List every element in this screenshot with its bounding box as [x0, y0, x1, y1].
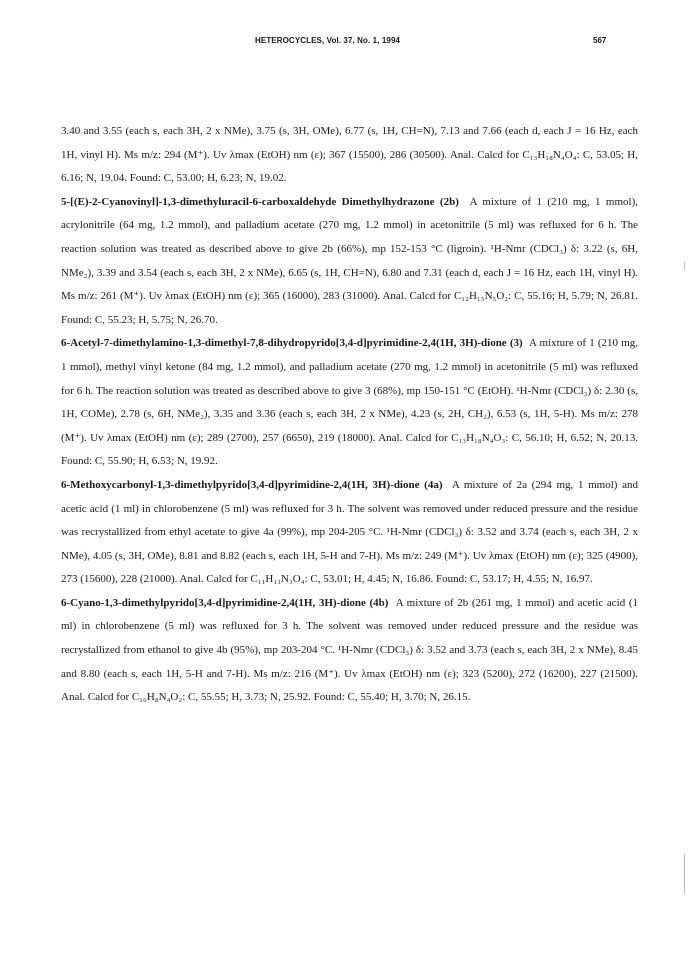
compound-heading: 5-[(E)-2-Cyanovinyl]-1,3-dimethyluracil-6-carboxaldehyde Dimethylhydrazone (2b) [61, 195, 459, 208]
scan-edge-mark [684, 262, 685, 270]
paragraph-body: A mixture of 2a (294 mg, 1 mmol) and acetic acid (1 ml) in chlorobenzene (5 ml) was refluxed for 3 h. The solvent was removed under reduced pressure and the residue was recrystallized from ethyl acetate to give 4a (99%), mp 204-205 °C. ¹H-Nmr (CDCl₃) δ: 3.52 and 3.74 (each s, each 3H, 2 x NMe), 4.05 (s, 3H, OMe), 8.81 and 8.82 (each s, each 1H, 5-H and 7-H). Ms m/z: 249 (M⁺). Uv λmax (EtOH) nm (ε); 325 (4900), 273 (15600), 228 (21000). Anal. Calcd for C₁₁H₁₁N₃O₄: C, 53.01; H, 4.45; N, 16.86. Found: C, 53.17; H, 4.55; N, 16.97. [61, 478, 638, 586]
paragraph-2a-data [61, 120, 638, 191]
paragraph-body: A mixture of 1 (210 mg, 1 mmol), acrylonitrile (64 mg, 1.2 mmol), and palladium acetate (270 mg, 1.2 mmol) in acetonitrile (5 ml) was refluxed for 6 h. The reaction solution was treated as described above to give 2b (66%), mp 152-153 °C (ligroin). ¹H-Nmr (CDCl₃) δ: 3.22 (s, 6H, NMe₂), 3.39 and 3.54 (each s, each 3H, 2 x NMe), 6.65 (s, 1H, CH=N), 6.80 and 7.31 (each d, each J = 16 Hz, each 1H, vinyl H). Ms m/z: 261 (M⁺). Uv λmax (EtOH) nm (ε); 365 (16000), 283 (31000). Anal. Calcd for C₁₂H₁₅N₅O₂: C, 55.16; H, 5.79; N, 26.81. Found: C, 55.23; H, 5.75; N, 26.70. [61, 195, 638, 326]
experimental-section [61, 120, 638, 710]
paragraph-compound-2b [61, 191, 638, 333]
compound-heading: 6-Methoxycarbonyl-1,3-dimethylpyrido[3,4-d]pyrimidine-2,4(1H, 3H)-dione (4a) [61, 478, 443, 491]
paragraph-body: 3.40 and 3.55 (each s, each 3H, 2 x NMe), 3.75 (s, 3H, OMe), 6.77 (s, 1H, CH=N), 7.13 and 7.66 (each d, each J = 16 Hz, each 1H, vinyl H). Ms m/z: 294 (M⁺). Uv λmax (EtOH) nm (ε); 367 (15500), 286 (30500). Anal. Calcd for C₁₃H₁₈N₄O₄: C, 53.05; H, 6.16; N, 19.04. Found: C, 53.00; H, 6.23; N, 19.02. [61, 125, 638, 185]
running-header: HETEROCYCLES, Vol. 37, No. 1, 1994 [255, 36, 401, 45]
paragraph-body: A mixture of 2b (261 mg, 1 mmol) and acetic acid (1 ml) in chlorobenzene (5 ml) was refluxed for 3 h. The solvent was removed under reduced pressure and the residue was recrystallized from ethanol to give 4b (95%), mp 203-204 °C. ¹H-Nmr (CDCl₃) δ: 3.52 and 3.73 (each s, each 3H, 2 x NMe), 8.45 and 8.80 (each s, each 1H, 5-H and 7-H). Ms m/z: 216 (M⁺). Uv λmax (EtOH) nm (ε); 323 (5200), 272 (16200), 227 (21500). Anal. Calcd for C₁₀H₈N₄O₂: C, 55.55; H, 3.73; N, 25.92. Found: C, 55.40; H, 3.70; N, 26.15. [61, 596, 638, 704]
paragraph-compound-4b [61, 592, 638, 710]
paragraph-body: A mixture of 1 (210 mg, 1 mmol), methyl vinyl ketone (84 mg, 1.2 mmol), and palladium acetate (270 mg, 1.2 mmol) in acetonitrile (5 ml) was refluxed for 6 h. The reaction solution was treated as described above to give 3 (68%), mp 150-151 °C (EtOH). ¹H-Nmr (CDCl₃) δ: 2.30 (s, 1H, COMe), 2.78 (s, 6H, NMe₂), 3.35 and 3.36 (each s, each 3H, 2 x NMe), 4.23 (s, 2H, CH₂), 6.53 (s, 1H, 5-H). Ms m/z: 278 (M⁺). Uv λmax (EtOH) nm (ε); 289 (2700), 257 (6650), 219 (18000). Anal. Calcd for C₁₃H₁₈N₄O₃: C, 56.10; H, 6.52; N, 20.13. Found: C, 55.90; H, 6.53; N, 19.92. [61, 337, 639, 468]
paragraph-compound-3 [61, 332, 638, 474]
scan-edge-mark [684, 854, 685, 894]
page-number: 567 [593, 36, 607, 45]
compound-heading: 6-Cyano-1,3-dimethylpyrido[3,4-d]pyrimidine-2,4(1H, 3H)-dione (4b) [61, 596, 389, 609]
compound-heading: 6-Acetyl-7-dimethylamino-1,3-dimethyl-7,8-dihydropyrido[3,4-d]pyrimidine-2,4(1H, 3H)-dione (3) [61, 337, 523, 350]
paragraph-compound-4a [61, 474, 638, 592]
